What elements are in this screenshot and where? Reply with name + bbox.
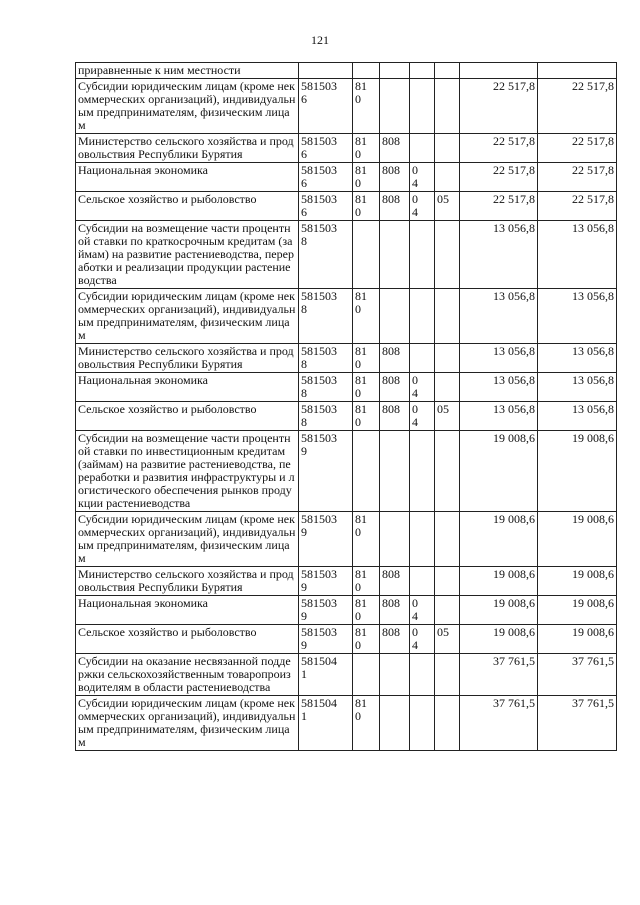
row-name-cell: Субсидии на возмещение части процентной ставки по инвестиционным кредитам (займам) на развитие растениеводства, переработки и развития инфраструктуры и логистического обеспечения рынков продукции растениеводства [76,431,299,512]
expense-type-cell [353,431,380,512]
row-name-cell: Министерство сельского хозяйства и продовольствия Республики Бурятия [76,134,299,163]
table-row [76,79,617,134]
section-cell: 0 4 [410,402,435,431]
row-name-cell: Субсидии на возмещение части процентной ставки по краткосрочным кредитам (займам) на развитие растениеводства, переработки и реализации продукции растениеводства [76,221,299,289]
amount-year2-cell: 37 761,5 [538,654,617,696]
amount-year1-cell: 22 517,8 [460,79,538,134]
table-row [76,654,617,696]
budget-table [75,62,617,751]
amount-year2-cell: 19 008,6 [538,625,617,654]
amount-year2-cell: 22 517,8 [538,79,617,134]
target-article-cell: 581503 8 [299,373,353,402]
ministry-code-cell [380,512,410,567]
table-row [76,134,617,163]
table-row [76,512,617,567]
ministry-code-cell [380,431,410,512]
row-name-cell: Национальная экономика [76,163,299,192]
section-cell: 0 4 [410,192,435,221]
section-cell [410,79,435,134]
section-cell [410,221,435,289]
subsection-cell [435,79,460,134]
table-row [76,192,617,221]
amount-year2-cell: 19 008,6 [538,596,617,625]
section-cell [410,654,435,696]
expense-type-cell: 81 0 [353,192,380,221]
ministry-code-cell: 808 [380,373,410,402]
amount-year2-cell: 13 056,8 [538,373,617,402]
expense-type-cell: 81 0 [353,134,380,163]
subsection-cell [435,696,460,751]
row-name-cell: Субсидии юридическим лицам (кроме некоммерческих организаций), индивидуальным предпринимателям, физическим лицам [76,289,299,344]
subsection-cell [435,63,460,79]
target-article-cell: 581504 1 [299,654,353,696]
row-name-cell: Субсидии на оказание несвязанной поддержки сельскохозяйственным товаропроизводителям в области растениеводства [76,654,299,696]
amount-year1-cell: 37 761,5 [460,696,538,751]
expense-type-cell: 81 0 [353,512,380,567]
subsection-cell: 05 [435,192,460,221]
target-article-cell: 581503 6 [299,79,353,134]
expense-type-cell [353,221,380,289]
ministry-code-cell: 808 [380,567,410,596]
section-cell: 0 4 [410,373,435,402]
target-article-cell: 581503 6 [299,163,353,192]
row-name-cell: Субсидии юридическим лицам (кроме некоммерческих организаций), индивидуальным предпринимателям, физическим лицам [76,512,299,567]
amount-year1-cell: 19 008,6 [460,431,538,512]
expense-type-cell: 81 0 [353,344,380,373]
row-name-cell: Сельское хозяйство и рыболовство [76,192,299,221]
table-body [76,63,617,751]
ministry-code-cell: 808 [380,402,410,431]
section-cell [410,567,435,596]
ministry-code-cell [380,79,410,134]
ministry-code-cell [380,654,410,696]
target-article-cell: 581503 9 [299,567,353,596]
amount-year1-cell: 19 008,6 [460,567,538,596]
amount-year2-cell: 22 517,8 [538,134,617,163]
target-article-cell: 581503 6 [299,192,353,221]
subsection-cell [435,373,460,402]
table-row [76,596,617,625]
amount-year1-cell: 13 056,8 [460,221,538,289]
amount-year2-cell: 19 008,6 [538,567,617,596]
subsection-cell: 05 [435,625,460,654]
expense-type-cell: 81 0 [353,289,380,344]
section-cell [410,134,435,163]
amount-year1-cell: 13 056,8 [460,289,538,344]
table-row [76,289,617,344]
target-article-cell: 581503 9 [299,596,353,625]
amount-year1-cell: 19 008,6 [460,625,538,654]
table-row [76,402,617,431]
section-cell [410,512,435,567]
section-cell: 0 4 [410,163,435,192]
section-cell [410,696,435,751]
amount-year1-cell: 19 008,6 [460,596,538,625]
table-row [76,63,617,79]
amount-year2-cell: 13 056,8 [538,221,617,289]
expense-type-cell: 81 0 [353,567,380,596]
amount-year2-cell: 13 056,8 [538,344,617,373]
ministry-code-cell: 808 [380,134,410,163]
row-name-cell: Субсидии юридическим лицам (кроме некоммерческих организаций), индивидуальным предпринимателям, физическим лицам [76,696,299,751]
expense-type-cell: 81 0 [353,79,380,134]
row-name-cell: Сельское хозяйство и рыболовство [76,402,299,431]
target-article-cell: 581503 6 [299,134,353,163]
section-cell [410,344,435,373]
row-name-cell: Сельское хозяйство и рыболовство [76,625,299,654]
amount-year1-cell: 22 517,8 [460,163,538,192]
subsection-cell [435,512,460,567]
ministry-code-cell: 808 [380,344,410,373]
expense-type-cell: 81 0 [353,596,380,625]
table-row [76,431,617,512]
expense-type-cell: 81 0 [353,163,380,192]
target-article-cell: 581503 9 [299,431,353,512]
row-name-cell: Министерство сельского хозяйства и продовольствия Республики Бурятия [76,344,299,373]
subsection-cell [435,431,460,512]
amount-year1-cell: 13 056,8 [460,402,538,431]
ministry-code-cell: 808 [380,596,410,625]
amount-year1-cell: 22 517,8 [460,192,538,221]
subsection-cell [435,163,460,192]
ministry-code-cell: 808 [380,192,410,221]
amount-year2-cell: 37 761,5 [538,696,617,751]
amount-year1-cell: 37 761,5 [460,654,538,696]
page-number: 121 [311,33,329,47]
table-row [76,221,617,289]
amount-year2-cell: 13 056,8 [538,289,617,344]
table-row [76,625,617,654]
ministry-code-cell [380,696,410,751]
ministry-code-cell [380,63,410,79]
target-article-cell: 581503 8 [299,402,353,431]
expense-type-cell [353,654,380,696]
table-row [76,344,617,373]
amount-year2-cell: 22 517,8 [538,163,617,192]
expense-type-cell: 81 0 [353,625,380,654]
amount-year2-cell: 19 008,6 [538,431,617,512]
target-article-cell: 581503 9 [299,512,353,567]
row-name-cell: приравненные к ним местности [76,63,299,79]
row-name-cell: Субсидии юридическим лицам (кроме некоммерческих организаций), индивидуальным предпринимателям, физическим лицам [76,79,299,134]
section-cell [410,289,435,344]
section-cell [410,431,435,512]
row-name-cell: Министерство сельского хозяйства и продовольствия Республики Бурятия [76,567,299,596]
amount-year1-cell [460,63,538,79]
section-cell [410,63,435,79]
expense-type-cell: 81 0 [353,402,380,431]
amount-year1-cell: 22 517,8 [460,134,538,163]
subsection-cell [435,567,460,596]
subsection-cell: 05 [435,402,460,431]
table-row [76,696,617,751]
amount-year1-cell: 13 056,8 [460,344,538,373]
table-row [76,163,617,192]
expense-type-cell: 81 0 [353,696,380,751]
target-article-cell: 581503 8 [299,289,353,344]
row-name-cell: Национальная экономика [76,596,299,625]
section-cell: 0 4 [410,596,435,625]
subsection-cell [435,134,460,163]
ministry-code-cell [380,289,410,344]
section-cell: 0 4 [410,625,435,654]
amount-year2-cell: 22 517,8 [538,192,617,221]
table-row [76,567,617,596]
subsection-cell [435,221,460,289]
target-article-cell [299,63,353,79]
target-article-cell: 581503 8 [299,344,353,373]
amount-year2-cell: 19 008,6 [538,512,617,567]
ministry-code-cell [380,221,410,289]
target-article-cell: 581503 8 [299,221,353,289]
row-name-cell: Национальная экономика [76,373,299,402]
target-article-cell: 581503 9 [299,625,353,654]
amount-year2-cell: 13 056,8 [538,402,617,431]
expense-type-cell: 81 0 [353,373,380,402]
subsection-cell [435,596,460,625]
ministry-code-cell: 808 [380,163,410,192]
amount-year1-cell: 19 008,6 [460,512,538,567]
amount-year2-cell [538,63,617,79]
amount-year1-cell: 13 056,8 [460,373,538,402]
table-row [76,373,617,402]
expense-type-cell [353,63,380,79]
ministry-code-cell: 808 [380,625,410,654]
subsection-cell [435,344,460,373]
subsection-cell [435,289,460,344]
subsection-cell [435,654,460,696]
target-article-cell: 581504 1 [299,696,353,751]
